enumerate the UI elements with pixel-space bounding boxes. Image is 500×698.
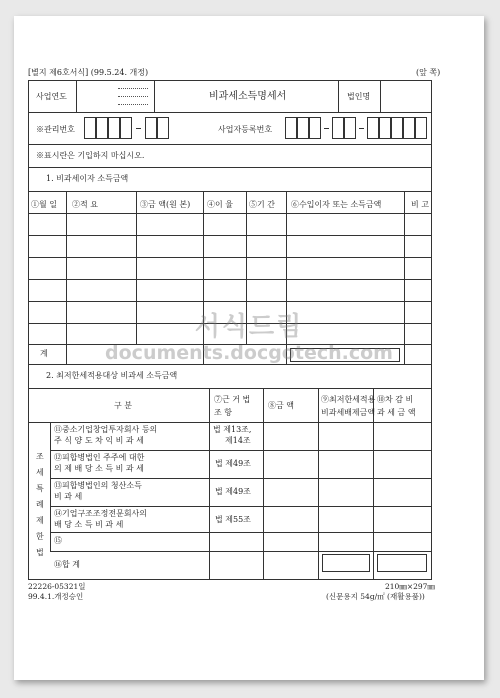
side-label-char: 특 bbox=[36, 484, 44, 493]
col-min-tax-excluded: ⑨최저한세적용 bbox=[321, 395, 376, 404]
row-item-text: ⑪중소기업창업투자회사 등의 bbox=[54, 425, 158, 434]
bizno-digit-box[interactable] bbox=[297, 117, 309, 139]
col-net-nontaxable-2: 과 세 금 액 bbox=[377, 408, 416, 417]
footer-paper-type: (신문용지 54g/㎡ (재활용품)) bbox=[326, 592, 425, 601]
row-item-text: 주 식 양 도 차 익 비 과 세 bbox=[54, 436, 144, 445]
col-legal-basis-2: 조 항 bbox=[214, 408, 232, 417]
row-law-text: 법 제49조 bbox=[215, 459, 251, 468]
col-interest-rate: ④이 율 bbox=[207, 200, 233, 209]
section2-total-net-input[interactable] bbox=[377, 554, 427, 572]
section1-heading: 1. 비과세이자 소득금액 bbox=[46, 174, 129, 183]
row-law-text: 법 제13조, bbox=[213, 425, 252, 434]
col-amount: ⑧금 액 bbox=[268, 401, 294, 410]
footer-code: 22226-05321일 bbox=[28, 582, 86, 591]
mgmt-digit-box[interactable] bbox=[108, 117, 120, 139]
section2-total-min-tax-input[interactable] bbox=[322, 554, 370, 572]
side-label-char: 세 bbox=[36, 468, 44, 477]
row-item-text: 배 당 소 득 비 과 세 bbox=[54, 520, 124, 529]
col-principal-amount: ③금 액(원 본) bbox=[140, 200, 191, 209]
col-category: 구 분 bbox=[114, 401, 132, 410]
col-net-nontaxable: ⑩차 감 비 bbox=[377, 395, 414, 404]
row-item-text: ⑫피합병법인 주주에 대한 bbox=[54, 453, 145, 462]
watermark-title: 서식드림 bbox=[194, 312, 304, 342]
mgmt-digit-box[interactable] bbox=[120, 117, 132, 139]
row-item-text: ⑬피합병법인의 청산소득 bbox=[54, 481, 142, 490]
section2-total-label: ⑯합 계 bbox=[54, 560, 80, 569]
col-interest-income: ⑥수입이자 또는 소득금액 bbox=[291, 200, 382, 209]
col-description: ②적 요 bbox=[72, 200, 98, 209]
form-sheet bbox=[14, 16, 484, 680]
side-label-char: 법 bbox=[36, 548, 44, 557]
row-item-text: 의 제 배 당 소 득 비 과 세 bbox=[54, 464, 144, 473]
bizno-digit-box[interactable] bbox=[285, 117, 297, 139]
col-min-tax-excluded-2: 비과세배제금액 bbox=[321, 408, 376, 417]
footer-paper-size: 210㎜×297㎜ bbox=[385, 582, 435, 591]
row-law-text: 제14조 bbox=[225, 436, 251, 445]
col-period: ⑤기 간 bbox=[249, 200, 275, 209]
bizno-digit-box[interactable] bbox=[332, 117, 344, 139]
mgmt-digit-box[interactable] bbox=[96, 117, 108, 139]
col-remarks: 비 고 bbox=[411, 200, 429, 209]
side-label-char: 한 bbox=[36, 532, 44, 541]
mgmt-digit-box[interactable] bbox=[157, 117, 169, 139]
bizno-digit-box[interactable] bbox=[391, 117, 403, 139]
row-item-text: ⑮ bbox=[54, 536, 62, 545]
mgmt-digit-box[interactable] bbox=[84, 117, 96, 139]
row-law-text: 법 제49조 bbox=[215, 487, 251, 496]
watermark-url: documents.docgotech.com bbox=[105, 342, 393, 364]
row-law-text: 법 제55조 bbox=[215, 515, 251, 524]
side-label-char: 조 bbox=[36, 452, 44, 461]
row-item-text: ⑭기업구조조정전문회사의 bbox=[54, 509, 148, 518]
row-item-text: 비 과 세 bbox=[54, 492, 83, 501]
bizno-digit-box[interactable] bbox=[367, 117, 379, 139]
page-side-label: (앞 쪽) bbox=[416, 68, 441, 77]
instruction-note: ※표시란은 기입하지 마십시오. bbox=[36, 151, 145, 160]
bizno-digit-box[interactable] bbox=[379, 117, 391, 139]
section2-heading: 2. 최저한세적용대상 비과세 소득금액 bbox=[46, 371, 178, 380]
col-month-day: ①월 일 bbox=[31, 200, 57, 209]
form-title: 비과세소득명세서 bbox=[209, 91, 287, 102]
side-label-char: 제 bbox=[36, 516, 44, 525]
section1-total-label: 계 bbox=[40, 349, 48, 358]
corp-name-label: 법인명 bbox=[347, 92, 371, 101]
bizno-digit-box[interactable] bbox=[415, 117, 427, 139]
fiscal-year-label: 사업연도 bbox=[36, 92, 67, 101]
mgmt-digit-box[interactable] bbox=[145, 117, 157, 139]
business-registration-label: 사업자등록번호 bbox=[218, 125, 273, 134]
footer-approval: 99.4.1.개정승인 bbox=[28, 592, 84, 601]
side-label-char: 례 bbox=[36, 500, 44, 509]
form-number: [별지 제6호서식] (99.5.24. 개정) bbox=[28, 68, 149, 77]
bizno-digit-box[interactable] bbox=[403, 117, 415, 139]
col-legal-basis: ⑦근 거 법 bbox=[214, 395, 251, 404]
bizno-digit-box[interactable] bbox=[309, 117, 321, 139]
bizno-digit-box[interactable] bbox=[344, 117, 356, 139]
management-number-label: ※관리번호 bbox=[36, 125, 75, 134]
